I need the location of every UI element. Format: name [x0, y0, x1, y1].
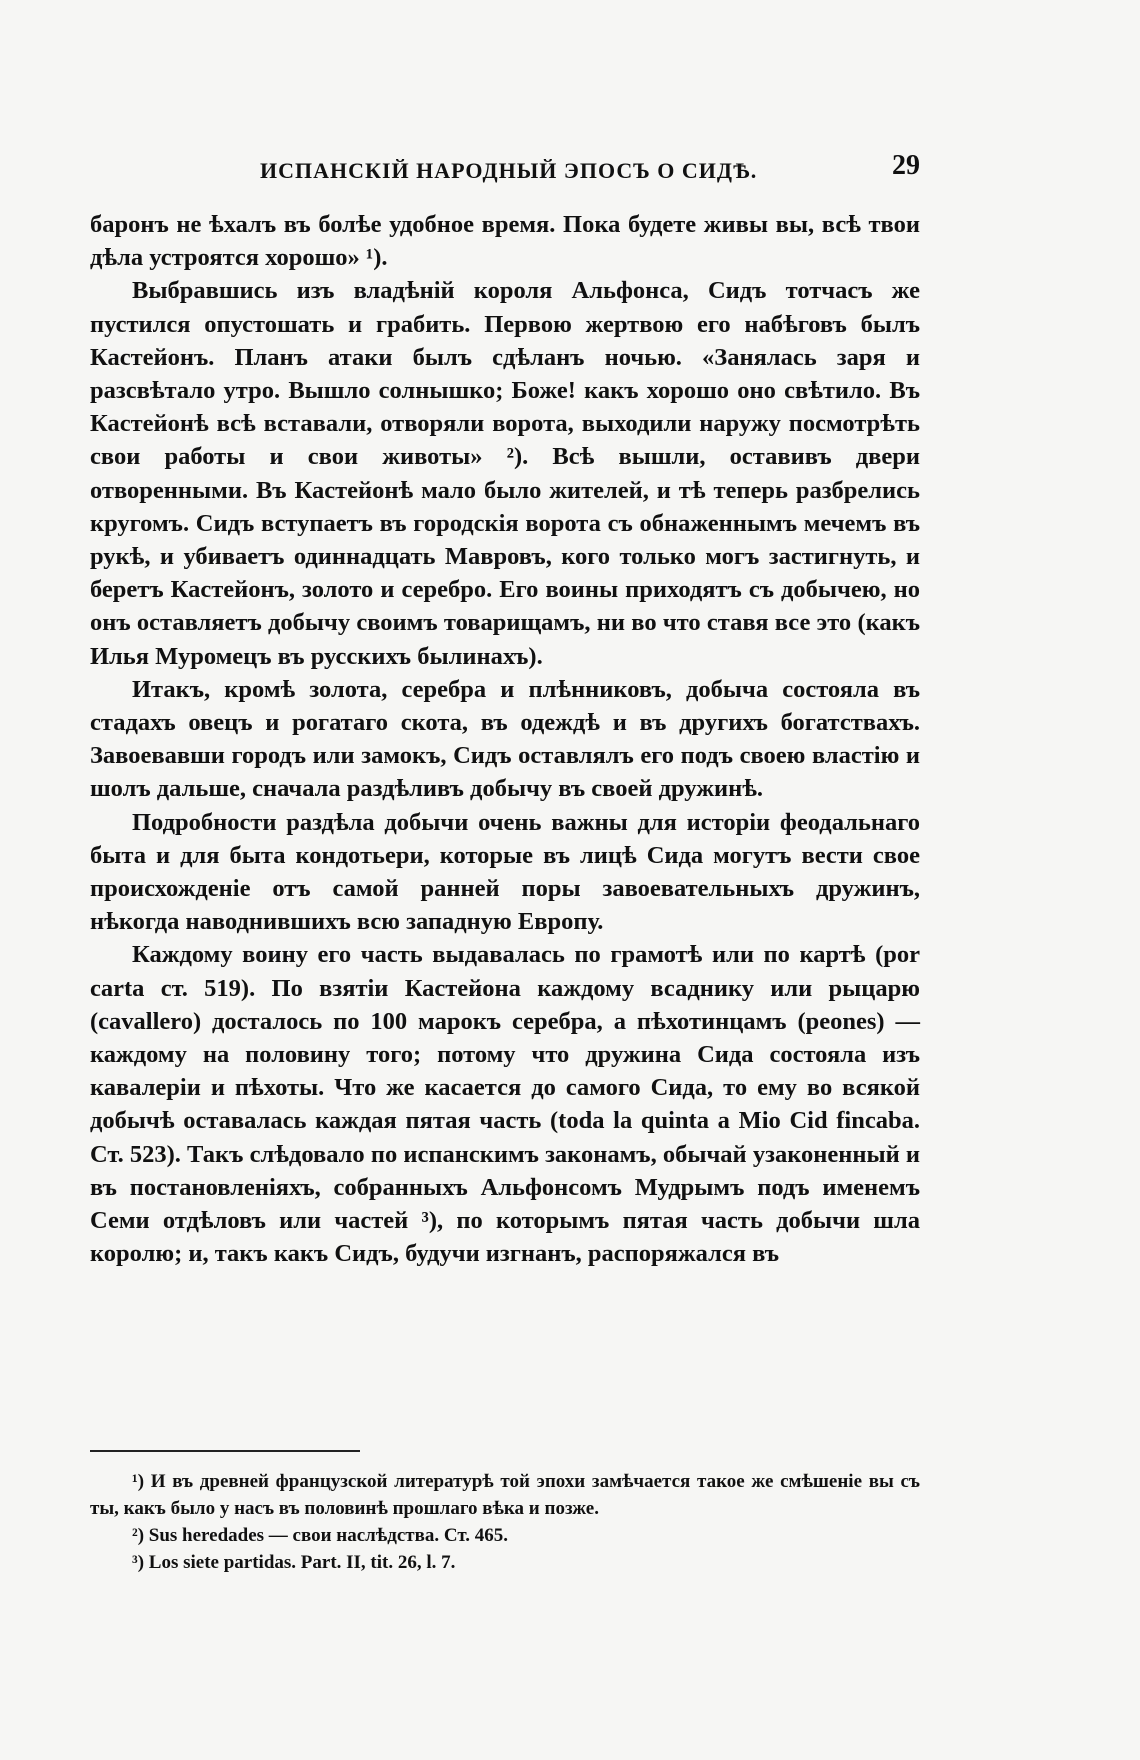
footnote-divider: [90, 1450, 360, 1452]
body-text: [90, 208, 920, 1271]
footnote-1: ¹) И въ древней французской литературѣ той эпохи замѣчается такое же смѣшеніе вы съ ты, какъ было у насъ въ половинѣ прошлаго вѣка и позже.: [90, 1471, 920, 1519]
footnote-2: ²) Sus heredades — свои наслѣдства. Ст. 465.: [132, 1525, 509, 1546]
running-title: ИСПАНСКІЙ НАРОДНЫЙ ЭПОСЪ О СИДѢ.: [260, 158, 758, 183]
paragraph-2: Выбравшись изъ владѣній короля Альфонса, Сидъ тотчасъ же пустился опустошать и грабить. Первою жертвою его набѣговъ былъ Кастейонъ. Планъ атаки былъ сдѣланъ ночью. «Занялась заря и разсвѣтало утро. Вышло солнышко; Боже! какъ хорошо оно свѣтило. Въ Кастейонѣ всѣ вставали, отворяли ворота, выходили наружу посмотрѣть свои работы и свои животы» ²). Всѣ вышли, оставивъ двери отворенными. Въ Кастейонѣ мало было жителей, и тѣ теперь разбрелись кругомъ. Сидъ вступаетъ въ городскія ворота съ обнаженнымъ мечемъ въ рукѣ, и убиваетъ одиннадцать Мавровъ, кого только могъ застигнуть, и беретъ Кастейонъ, золото и серебро. Его воины приходятъ съ добычею, но онъ оставляетъ добычу своимъ товарищамъ, ни во что ставя все это (какъ Илья Муромецъ въ русскихъ былинахъ).: [90, 277, 920, 670]
paragraph-5: Каждому воину его часть выдавалась по грамотѣ или по картѣ (por carta ст. 519). По взятіи Кастейона каждому всаднику или рыцарю (cavallero) досталось по 100 марокъ серебра, а пѣхотинцамъ (peones) — каждому на половину того; потому что дружина Сида состояла изъ кавалеріи и пѣхоты. Что же касается до самого Сида, то ему во всякой добычѣ оставалась каждая пятая часть (toda la quinta a Mio Cid fincaba. Ст. 523). Такъ слѣдовало по испанскимъ законамъ, обычай узаконенный и въ постановленіяхъ, собранныхъ Альфонсомъ Мудрымъ подъ именемъ Семи отдѣловъ или частей ³), по которымъ пятая часть добычи шла королю; и, такъ какъ Сидъ, будучи изгнанъ, распоряжался въ: [90, 941, 920, 1268]
paragraph-4: Подробности раздѣла добычи очень важны для исторіи феодальнаго быта и для быта кондотьери, которые въ лицѣ Сида могутъ вести свое происхожденіе отъ самой ранней поры завоевательныхъ дружинъ, нѣкогда наводнившихъ всю западную Европу.: [90, 808, 920, 936]
paragraph-3: Итакъ, кромѣ золота, серебра и плѣнниковъ, добыча состояла въ стадахъ овецъ и рогатаго скота, въ одеждѣ и въ другихъ богатствахъ. Завоевавши городъ или замокъ, Сидъ оставлялъ его подъ своею властію и шолъ дальше, сначала раздѣливъ добычу въ своей дружинѣ.: [90, 675, 920, 803]
footnote-3: ³) Los siete partidas. Part. II, tit. 26, l. 7.: [132, 1552, 456, 1573]
page-header: [90, 150, 920, 190]
paragraph-1: баронъ не ѣхалъ въ болѣе удобное время. Пока будете живы вы, всѣ твои дѣла устроятся хорошо» ¹).: [90, 211, 920, 272]
footnotes: [90, 1468, 920, 1576]
page-number: 29: [892, 150, 920, 181]
